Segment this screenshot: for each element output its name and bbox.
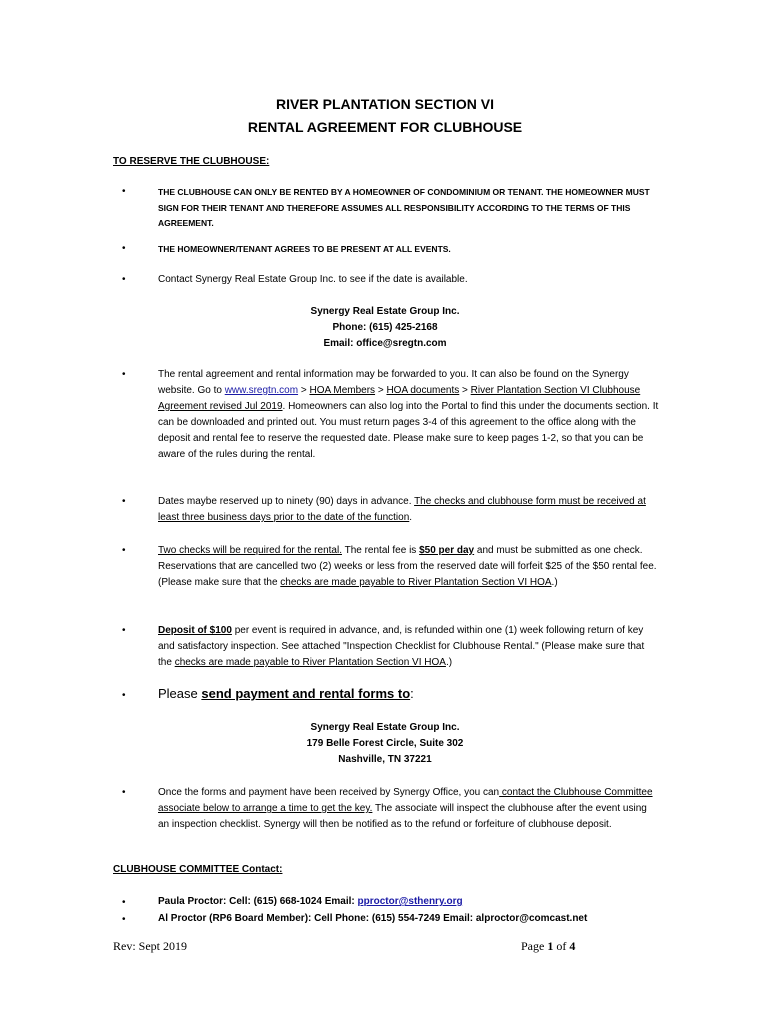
website-link[interactable]: www.sregtn.com [224,385,299,396]
list-item: Contact Synergy Real Estate Group Inc. to see if the date is available. [158,274,468,285]
bullet-icon: • [122,897,126,908]
text: Dates maybe reserved up to ninety (90) days in advance. [158,496,415,507]
synergy-email: Email: office@sregtn.com [323,338,447,349]
text: . Homeowners can also log into the Portal to find this under the documents section. It can be downloaded and printed out. You must return pages 3-4 of this agreement to the office along with the deposit and rental fee to reserve the requested date. Please make sure to keep pages 1-2, so that you can be aware of the rules during the rental. [158,401,659,460]
page-total: 4 [569,939,576,953]
contact-label: Al Proctor (RP6 Board Member): Cell Phone: (615) 554-7249 Email: [158,913,476,924]
text: The rental agreement and rental information may be forwarded to you. It can also be found on the Synergy website. Go to [158,369,629,396]
page-current: 1 [547,939,554,953]
contact-label: Paula Proctor: Cell: (615) 668-1024 Email: [158,896,358,907]
text: > [298,385,310,396]
bullet-icon: • [122,545,126,556]
text: > [459,385,471,396]
text: > [375,385,387,396]
address-city: Nashville, TN 37221 [338,754,432,765]
bullet-icon: • [122,186,126,197]
bullet-icon: • [122,496,126,507]
hoa-members-link[interactable]: HOA Members [309,385,376,396]
text: The associate will inspect the clubhouse after the event using an inspection checklist. Synergy will then be notified as to the refund or forfeiture of clubhouse deposit. [158,803,647,830]
text: .) [445,657,453,668]
bullet-icon: • [122,625,126,636]
committee-heading: CLUBHOUSE COMMITTEE Contact: [113,864,283,875]
contact-al [158,913,587,924]
synergy-name: Synergy Real Estate Group Inc. [310,306,460,317]
agreement-link[interactable]: River Plantation Section VI Clubhouse Agreement revised Jul 2019 [158,385,641,412]
bullet-icon: • [122,274,126,285]
text: per event is required in advance, and, is refunded within one (1) week following return of key and satisfactory inspection. See attached "Inspection Checklist for Clubhouse Rental." (Please make sure that the [158,625,645,668]
address-name: Synergy Real Estate Group Inc. [310,722,460,733]
synergy-phone: Phone: (615) 425-2168 [332,322,438,333]
synergy-contact [0,304,770,352]
text: The rental fee is [341,545,420,556]
synergy-address [0,720,770,768]
underlined-text: Two checks will be required for the rental. [158,545,342,556]
list-item: THE CLUBHOUSE CAN ONLY BE RENTED BY A HOMEOWNER OF CONDOMINIUM OR TENANT. THE HOMEOWNER MUST SIGN FOR THEIR TENANT AND THEREFORE ASSUMES ALL RESPONSIBILITY ACCORDING TO THE TERMS OF THIS AGREEMENT. [158,187,650,228]
page-number [521,939,575,954]
contact-email: alproctor@comcast.net [475,913,588,924]
underlined-text: checks are made payable to River Plantation Section VI HOA [280,577,552,588]
list-item: THE HOMEOWNER/TENANT AGREES TO BE PRESENT AT ALL EVENTS. [158,244,451,254]
document-title: RIVER PLANTATION SECTION VI [275,96,495,112]
text: Once the forms and payment have been received by Synergy Office, you can [158,787,500,798]
document-subtitle: RENTAL AGREEMENT FOR CLUBHOUSE [247,119,523,135]
list-item [158,367,660,463]
revision-date: Rev: Sept 2019 [113,939,187,953]
underlined-text: contact the Clubhouse Committee associate below to arrange a time to get the key. [158,787,653,814]
hoa-documents-link[interactable]: HOA documents [386,385,460,396]
email-link[interactable]: pproctor@sthenry.org [357,896,463,907]
list-item [158,686,660,702]
underlined-text: The checks and clubhouse form must be received at least three business days prior to the date of the function [158,496,646,523]
list-item [158,543,660,591]
bullet-icon: • [122,914,126,925]
underlined-text: checks are made payable to River Plantation Section VI HOA [174,657,446,668]
bullet-icon: • [122,243,126,254]
underlined-text: send payment and rental forms to [201,686,411,701]
page-prefix: Page [521,939,548,953]
text: Please [158,686,202,701]
bullet-icon: • [122,369,126,380]
bullet-icon: • [122,690,126,701]
text: .) [551,577,558,588]
deposit-amount: Deposit of $100 [158,625,232,636]
bullet-icon: • [122,787,126,798]
text: and must be submitted as one check. Reservations that are cancelled two (2) weeks or less from the reserved date will forfeit $25 of the $50 rental fee. (Please make sure that the [158,545,657,588]
page-of: of [553,939,570,953]
reserve-heading: TO RESERVE THE CLUBHOUSE: [113,156,270,167]
text: . [409,512,413,523]
list-item [158,623,660,671]
list-item [158,785,660,833]
text: : [410,686,414,701]
contact-paula [158,896,463,907]
list-item [158,494,660,526]
rental-fee: $50 per day [419,545,475,556]
address-street: 179 Belle Forest Circle, Suite 302 [306,738,464,749]
